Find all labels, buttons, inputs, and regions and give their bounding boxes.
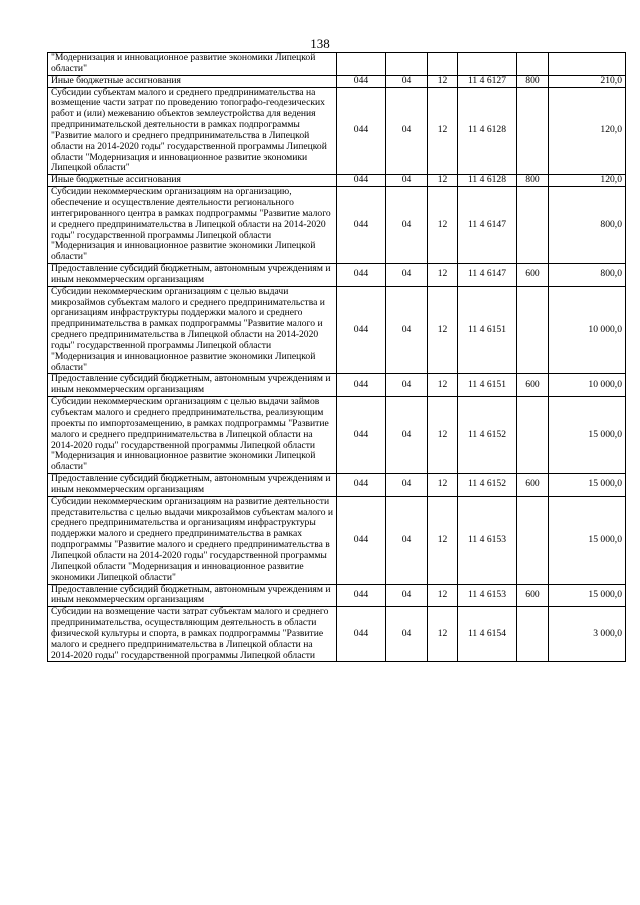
subsection-code-cell: 12 [428, 187, 458, 264]
ministry-code-cell: 044 [337, 474, 386, 497]
amount-cell: 800,0 [549, 264, 626, 287]
table-row [48, 474, 626, 497]
target-article-cell: 11 4 6153 [458, 496, 517, 584]
section-code-cell: 04 [386, 496, 428, 584]
ministry-code-cell: 044 [337, 264, 386, 287]
expense-type-cell [517, 496, 549, 584]
amount-cell: 800,0 [549, 187, 626, 264]
budget-table [47, 52, 626, 662]
expense-type-cell: 800 [517, 175, 549, 187]
amount-cell: 120,0 [549, 175, 626, 187]
section-code-cell: 04 [386, 87, 428, 175]
expense-type-cell [517, 607, 549, 662]
expense-type-cell [517, 187, 549, 264]
target-article-cell: 11 4 6128 [458, 87, 517, 175]
expense-type-cell: 600 [517, 264, 549, 287]
target-article-cell: 11 4 6147 [458, 187, 517, 264]
target-article-cell: 11 4 6147 [458, 264, 517, 287]
description-cell: Предоставление субсидий бюджетным, автономным учреждениям и иным некоммерческим организациям [48, 474, 337, 497]
description-cell: Субсидии некоммерческим организациям с целью выдачи займов субъектам малого и среднего предпринимательства, реализующим проекты по импортозамещению, в рамках подпрограммы "Развитие малого и среднего предпринимательства в Липецкой области на 2014-2020 годы" государственной программы Липецкой области "Модернизация и инновационное развитие экономики Липецкой области" [48, 397, 337, 474]
amount-cell: 10 000,0 [549, 286, 626, 374]
ministry-code-cell: 044 [337, 607, 386, 662]
description-cell: Иные бюджетные ассигнования [48, 175, 337, 187]
amount-cell: 15 000,0 [549, 474, 626, 497]
section-code-cell: 04 [386, 175, 428, 187]
table-row [48, 175, 626, 187]
section-code-cell: 04 [386, 607, 428, 662]
expense-type-cell: 600 [517, 584, 549, 607]
amount-cell: 15 000,0 [549, 584, 626, 607]
amount-cell: 210,0 [549, 75, 626, 87]
subsection-code-cell: 12 [428, 87, 458, 175]
target-article-cell: 11 4 6152 [458, 474, 517, 497]
amount-cell: 10 000,0 [549, 374, 626, 397]
target-article-cell: 11 4 6153 [458, 584, 517, 607]
expense-type-cell [517, 286, 549, 374]
subsection-code-cell: 12 [428, 607, 458, 662]
ministry-code-cell: 044 [337, 286, 386, 374]
section-code-cell: 04 [386, 584, 428, 607]
ministry-code-cell: 044 [337, 175, 386, 187]
subsection-code-cell: 12 [428, 75, 458, 87]
subsection-code-cell: 12 [428, 397, 458, 474]
subsection-code-cell: 12 [428, 496, 458, 584]
subsection-code-cell [428, 53, 458, 76]
amount-cell: 15 000,0 [549, 397, 626, 474]
expense-type-cell: 600 [517, 474, 549, 497]
table-row [48, 584, 626, 607]
section-code-cell [386, 53, 428, 76]
description-cell: Предоставление субсидий бюджетным, автономным учреждениям и иным некоммерческим организациям [48, 374, 337, 397]
ministry-code-cell [337, 53, 386, 76]
amount-cell: 120,0 [549, 87, 626, 175]
description-cell: Предоставление субсидий бюджетным, автономным учреждениям и иным некоммерческим организациям [48, 584, 337, 607]
description-cell: Предоставление субсидий бюджетным, автономным учреждениям и иным некоммерческим организациям [48, 264, 337, 287]
section-code-cell: 04 [386, 264, 428, 287]
description-cell: Субсидии некоммерческим организациям на организацию, обеспечение и осуществление деятельности регионального интегрированного центра в рамках подпрограммы "Развитие малого и среднего предпринимательства в Липецкой области на 2014-2020 годы" государственной программы Липецкой области "Модернизация и инновационное развитие экономики Липецкой области" [48, 187, 337, 264]
target-article-cell: 11 4 6152 [458, 397, 517, 474]
subsection-code-cell: 12 [428, 175, 458, 187]
description-cell: "Модернизация и инновационное развитие экономики Липецкой области" [48, 53, 337, 76]
ministry-code-cell: 044 [337, 374, 386, 397]
subsection-code-cell: 12 [428, 584, 458, 607]
amount-cell: 3 000,0 [549, 607, 626, 662]
table-body [48, 53, 626, 662]
section-code-cell: 04 [386, 474, 428, 497]
page-number: 138 [310, 36, 330, 51]
table-row [48, 397, 626, 474]
target-article-cell: 11 4 6151 [458, 374, 517, 397]
target-article-cell: 11 4 6154 [458, 607, 517, 662]
section-code-cell: 04 [386, 75, 428, 87]
target-article-cell: 11 4 6151 [458, 286, 517, 374]
description-cell: Субсидии на возмещение части затрат субъектам малого и среднего предпринимательства, осуществляющим деятельность в области физической культуры и спорта, в рамках подпрограммы "Развитие малого и среднего предпринимательства в Липецкой области на 2014-2020 годы" государственной программы Липецкой области [48, 607, 337, 662]
subsection-code-cell: 12 [428, 286, 458, 374]
table-row [48, 607, 626, 662]
table-row [48, 286, 626, 374]
target-article-cell: 11 4 6127 [458, 75, 517, 87]
amount-cell: 15 000,0 [549, 496, 626, 584]
table-row [48, 87, 626, 175]
ministry-code-cell: 044 [337, 584, 386, 607]
subsection-code-cell: 12 [428, 374, 458, 397]
subsection-code-cell: 12 [428, 264, 458, 287]
expense-type-cell: 800 [517, 75, 549, 87]
description-cell: Иные бюджетные ассигнования [48, 75, 337, 87]
ministry-code-cell: 044 [337, 397, 386, 474]
target-article-cell [458, 53, 517, 76]
table-row [48, 187, 626, 264]
ministry-code-cell: 044 [337, 496, 386, 584]
ministry-code-cell: 044 [337, 87, 386, 175]
description-cell: Субсидии некоммерческим организациям на развитие деятельности представительства с целью выдачи микрозаймов субъектам малого и среднего предпринимательства и организациям инфраструктуры поддержки малого и среднего предпринимательства в рамках подпрограммы "Развитие малого и среднего предпринимательства в Липецкой области на 2014-2020 годы" государственной программы Липецкой области "Модернизация и инновационное развитие экономики Липецкой области" [48, 496, 337, 584]
ministry-code-cell: 044 [337, 75, 386, 87]
expense-type-cell: 600 [517, 374, 549, 397]
table-row [48, 374, 626, 397]
section-code-cell: 04 [386, 397, 428, 474]
ministry-code-cell: 044 [337, 187, 386, 264]
description-cell: Субсидии некоммерческим организациям с целью выдачи микрозаймов субъектам малого и среднего предпринимательства и организациям инфраструктуры поддержки малого и среднего предпринимательства в рамках подпрограммы "Развитие малого и среднего предпринимательства в Липецкой области на 2014-2020 годы" государственной программы Липецкой области "Модернизация и инновационное развитие экономики Липецкой области" [48, 286, 337, 374]
table-row [48, 496, 626, 584]
expense-type-cell [517, 53, 549, 76]
amount-cell [549, 53, 626, 76]
section-code-cell: 04 [386, 187, 428, 264]
target-article-cell: 11 4 6128 [458, 175, 517, 187]
table-row [48, 264, 626, 287]
description-cell: Субсидии субъектам малого и среднего предпринимательства на возмещение части затрат по проведению топографо-геодезических работ и (или) межеванию объектов землеустройства для ведения предпринимательской деятельности в рамках подпрограммы "Развитие малого и среднего предпринимательства в Липецкой области на 2014-2020 годы" государственной программы Липецкой области "Модернизация и инновационное развитие экономики Липецкой области" [48, 87, 337, 175]
table-row [48, 53, 626, 76]
expense-type-cell [517, 397, 549, 474]
expense-type-cell [517, 87, 549, 175]
subsection-code-cell: 12 [428, 474, 458, 497]
table-row [48, 75, 626, 87]
section-code-cell: 04 [386, 374, 428, 397]
section-code-cell: 04 [386, 286, 428, 374]
